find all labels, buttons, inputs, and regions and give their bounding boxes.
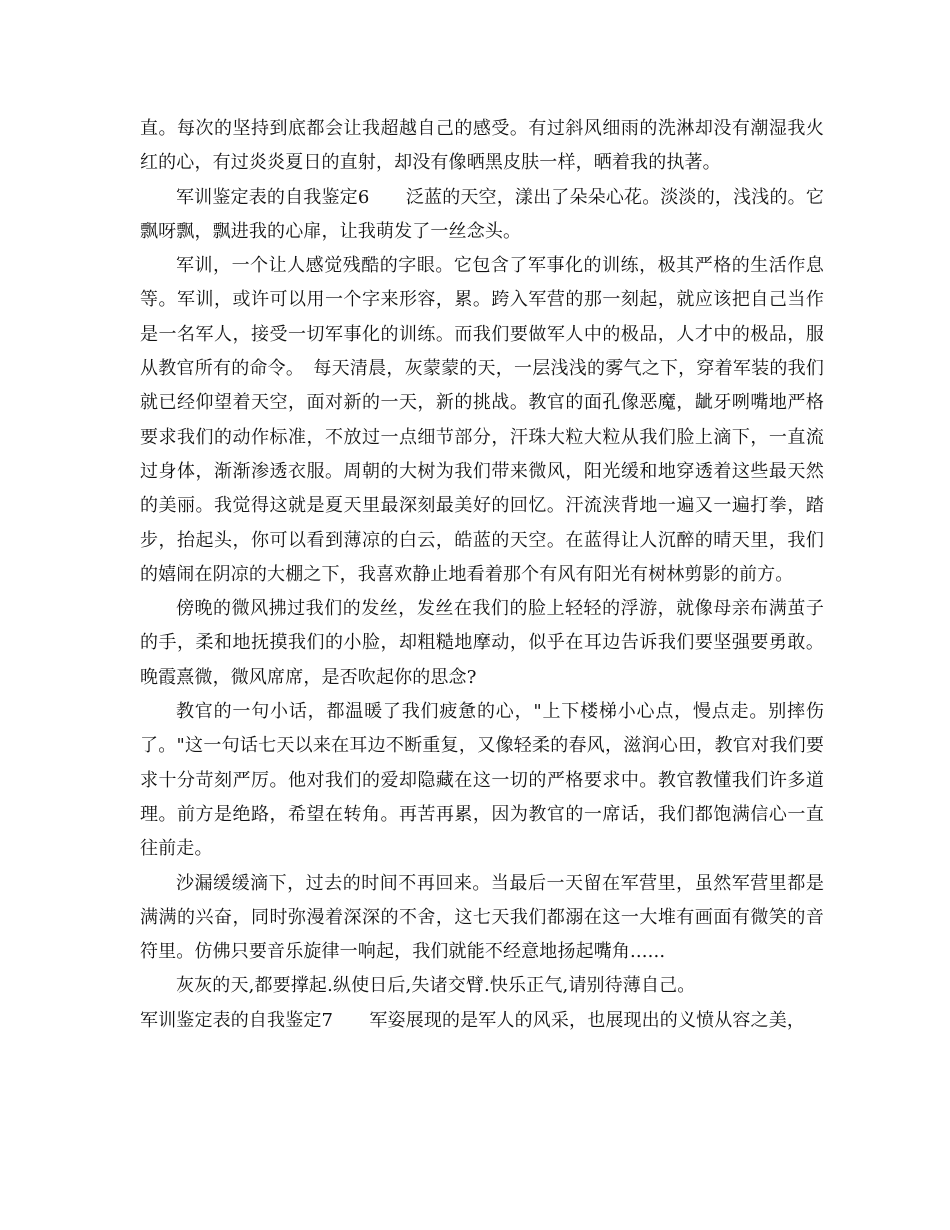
document-body (140, 112, 824, 1038)
paragraph-8: 军训鉴定表的自我鉴定7 军姿展现的是军人的风采，也展现出的义愤从容之美， (140, 1009, 805, 1031)
paragraph-6: 沙漏缓缓滴下，过去的时间不再回来。当最后一天留在军营里，虽然军营里都是满满的兴奋，同时弥漫着深深的不舍，这七天我们都溺在这一大堆有画面有微笑的音符里。仿佛只要音乐旋律一响起，我们就能不经意地扬起嘴角...... (140, 872, 824, 963)
paragraph-5: 教官的一句小话，都温暖了我们疲惫的心，"上下楼梯小心点，慢点走。别摔伤了。"这一句话七天以来在耳边不断重复，又像轻柔的春风，滋润心田，教官对我们要求十分苛刻严厉。他对我们的爱却隐藏在这一切的严格要求中。教官教懂我们许多道理。前方是绝路，希望在转角。再苦再累，因为教官的一席话，我们都饱满信心一直往前走。 (140, 701, 824, 860)
paragraph-4: 傍晚的微风拂过我们的发丝，发丝在我们的脸上轻轻的浮游，就像母亲布满茧子的手，柔和地抚摸我们的小脸，却粗糙地摩动，似乎在耳边告诉我们要坚强要勇敢。晚霞熹微，微风席席，是否吹起你的思念? (140, 598, 824, 688)
paragraph-3: 军训，一个让人感觉残酷的字眼。它包含了军事化的训练，极其严格的生活作息等。军训，或许可以用一个字来形容，累。跨入军营的那一刻起，就应该把自己当作是一名军人，接受一切军事化的训练。而我们要做军人中的极品，人才中的极品，服从教官所有的命令。 每天清晨，灰蒙蒙的天，一层浅浅的雾气之下，穿着军装的我们就已经仰望着天空，面对新的一天，新的挑战。教官的面孔像恶魔，龇牙咧嘴地严格要求我们的动作标准，不放过一点细节部分，汗珠大粒大粒从我们脸上滴下，一直流过身体，渐渐渗透衣服。周朝的大树为我们带来微风，阳光缓和地穿透着这些最天然的美丽。我觉得这就是夏天里最深刻最美好的回忆。汗流浃背地一遍又一遍打拳，踏步，抬起头，你可以看到薄凉的白云，皓蓝的天空。在蓝得让人沉醉的晴天里，我们的嬉闹在阴凉的大棚之下，我喜欢静止地看着那个有风有阳光有树林剪影的前方。 (140, 255, 824, 585)
paragraph-7: 灰灰的天,都要撑起.纵使日后,失诸交臂.快乐正气,请别待薄自己。 (176, 975, 696, 997)
paragraph-2: 军训鉴定表的自我鉴定6 泛蓝的天空，漾出了朵朵心花。淡淡的，浅浅的。它飘呀飘，飘进我的心扉，让我萌发了一丝念头。 (140, 186, 824, 242)
paragraph-1: 直。每次的坚持到底都会让我超越自己的感受。有过斜风细雨的洗淋却没有潮湿我火红的心，有过炎炎夏日的直射，却没有像晒黑皮肤一样，晒着我的执著。 (140, 118, 824, 174)
